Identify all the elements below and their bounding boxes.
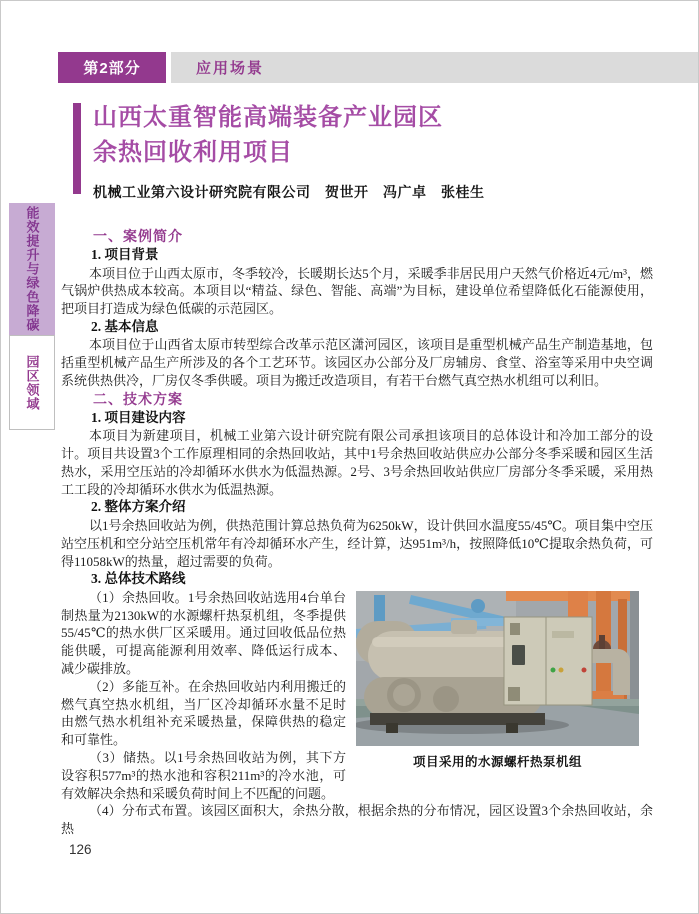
part-badge-label: 第2部分 [83, 60, 141, 77]
section-header-bar [171, 52, 699, 83]
subheading-basic-info: 2. 基本信息 [91, 318, 159, 334]
two-column-region [61, 589, 653, 803]
subheading-project-background: 1. 项目背景 [91, 247, 159, 262]
section-heading-technical-plan: 二、技术方案 [93, 390, 183, 407]
subheading-technical-route: 3. 总体技术路线 [91, 571, 186, 587]
sidebar-tab-energy-label: 能效提升与绿色降碳 [24, 206, 40, 332]
sidebar-tab-park-domain [9, 335, 55, 430]
section-header-label: 应用场景 [196, 60, 265, 77]
subheading-overall-plan: 2. 整体方案介绍 [91, 499, 186, 515]
article-body [61, 227, 653, 838]
paragraph-route-4: （4）分布式布置。该园区面积大，余热分散，根据余热的分布情况，园区设置3个余热回收站，余热 [61, 803, 653, 837]
figure-column [356, 589, 653, 803]
subheading-construction-content: 1. 项目建设内容 [91, 409, 186, 425]
paragraph-route-3: （3）储热。以1号余热回收站为例，其下方设容积577m³的热水池和容积211m³的冷水池，可有效解决余热和采暖负荷时间上不匹配的问题。 [61, 750, 346, 801]
article-title-line2: 余热回收利用项目 [93, 139, 293, 166]
article-title [93, 100, 653, 170]
heat-pump-photo [356, 591, 639, 746]
part-badge [58, 52, 166, 83]
paragraph-overall-plan: 以1号余热回收站为例，供热范围计算总热负荷为6250kW，设计供回水温度55/45℃。项目集中空压站空压机和空分站空压机常年有冷却循环水产生，经计算，达951m³/h，按照降低10℃提取余热负荷，可得11058kW的热量，超过需要的负荷。 [61, 517, 653, 569]
section-heading-case-intro: 一、案例简介 [93, 228, 183, 244]
paragraph-basic-info: 本项目位于山西省太原市转型综合改革示范区潇河园区，该项目是重型机械产品生产制造基地，包括重型机械产品生产所涉及的各个工艺环节。该园区办公部分及厂房辅房、食堂、浴室等采用中央空调系统供热供冷，厂房仅冬季供暖。项目为搬迁改造项目，有若干台燃气真空热水机组可以利旧。 [61, 337, 653, 388]
article-title-line1: 山西太重智能高端装备产业园区 [93, 104, 443, 131]
title-accent-bar [73, 103, 81, 194]
sidebar-tab-energy-efficiency [9, 203, 55, 335]
sidebar-tab-park-label: 园区领域 [24, 354, 40, 411]
paragraph-route-1: （1）余热回收。1号余热回收站选用4台单台制热量为2130kW的水源螺杆热泵机组，冬季提供55/45℃的热水供厂区采暖用。通过回收低品位热能供暖，可提高能源利用效率、降低运行成本、减少碳排放。 [61, 589, 346, 677]
paragraph-project-background: 本项目位于山西太原市，冬季较冷，长暖期长达5个月，采暖季非居民用户天然气价格近4元/m³，燃气锅炉供热成本较高。本项目以“精益、绿色、智能、高端”为目标，建设单位希望降低化石能源使用，把项目打造成为绿色低碳的示范园区。 [61, 265, 653, 317]
paragraph-construction-content: 本项目为新建项目，机械工业第六设计研究院有限公司承担该项目的总体设计和冷加工部分的设计。项目共设置3个工作原理相同的余热回收站，其中1号余热回收站供应办公部分冬季采暖和园区生活热水，采用空压站的冷却循环水供水为低温热源。2号、3号余热回收站供应厂房部分冬季采暖，采用热工工段的冷却循环水供水为低温热源。 [61, 428, 653, 497]
page-number: 126 [69, 842, 92, 857]
heat-pump-figure [356, 591, 639, 772]
technical-route-text-column [61, 589, 346, 803]
author-line: 机械工业第六设计研究院有限公司 贺世开 冯广卓 张桂生 [93, 184, 485, 200]
figure-caption: 项目采用的水源螺杆热泵机组 [412, 754, 582, 769]
paragraph-route-2: （2）多能互补。在余热回收站内利用搬迁的燃气真空热水机组，当厂区冷却循环水量不足时由燃气热水机组补充采暖热量，保障供热的稳定和可靠性。 [61, 678, 346, 748]
